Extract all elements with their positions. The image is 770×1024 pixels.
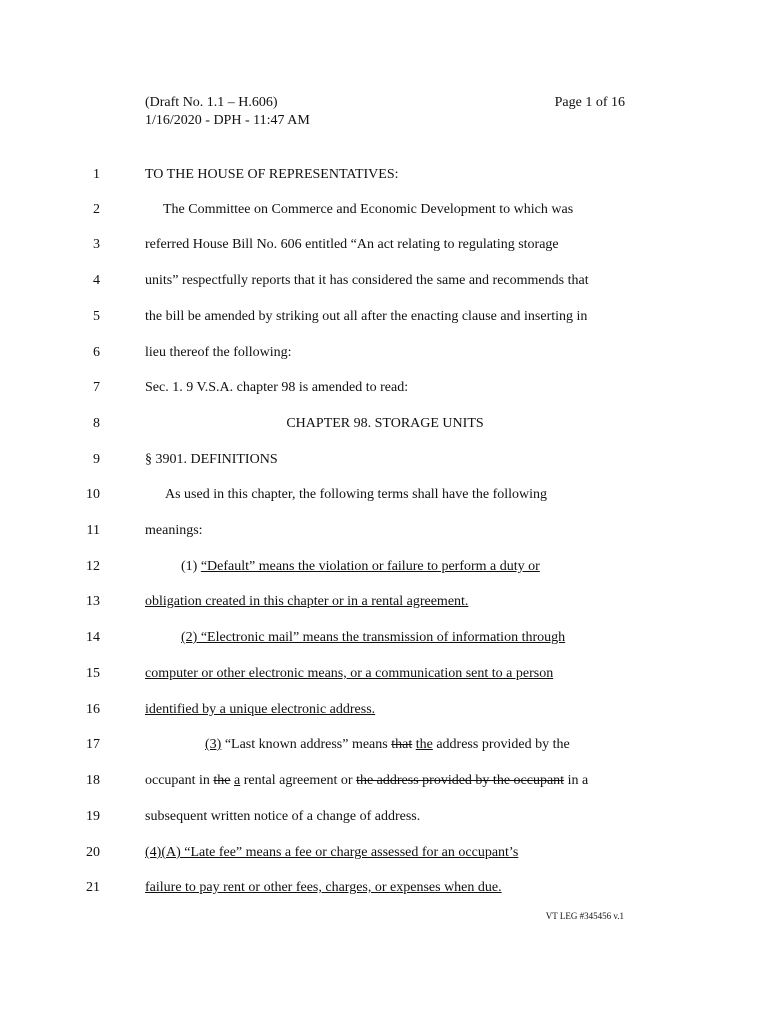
line-text	[145, 449, 278, 471]
document-line	[0, 377, 770, 399]
line-text	[145, 164, 399, 186]
inserted-text: obligation created in this chapter or in a rental agreement.	[145, 594, 469, 609]
line-text	[0, 413, 770, 435]
text-run: address provided by the	[432, 737, 570, 752]
inserted-text: (4)(A) “Late fee” means a fee or charge assessed for an occupant’s	[145, 845, 519, 860]
text-run: As used in this chapter, the following terms shall have the following	[165, 487, 548, 502]
line-text	[145, 520, 203, 542]
inserted-text: “Default” means the violation or failure to perform a duty or	[200, 559, 540, 574]
line-number: 6	[93, 345, 100, 360]
line-number: 13	[86, 594, 100, 609]
line-text	[145, 199, 573, 221]
text-run: rental agreement or	[240, 773, 357, 788]
line-text	[145, 377, 408, 399]
document-line	[0, 520, 770, 542]
inserted-text: (2) “Electronic mail” means the transmission of information through	[181, 630, 566, 645]
line-text	[145, 234, 559, 256]
text-run: (1)	[181, 559, 201, 574]
document-line	[0, 734, 770, 756]
line-number: 5	[93, 309, 100, 324]
document-line	[0, 270, 770, 292]
deleted-text: the address provided by the occupant	[356, 773, 565, 788]
inserted-text: a	[234, 773, 241, 788]
document-line	[0, 234, 770, 256]
line-text	[145, 806, 420, 828]
line-text	[145, 699, 375, 721]
line-number: 11	[86, 523, 100, 538]
draft-date: 1/16/2020 - DPH - 11:47 AM	[145, 113, 310, 128]
document-line	[0, 663, 770, 685]
line-number: 3	[93, 237, 100, 252]
line-text	[145, 770, 588, 792]
inserted-text: failure to pay rent or other fees, charges, or expenses when due.	[145, 880, 502, 895]
line-text	[145, 734, 570, 756]
line-number: 2	[93, 202, 100, 217]
text-run: units” respectfully reports that it has considered the same and recommends that	[145, 273, 589, 288]
line-number: 14	[86, 630, 100, 645]
document-line	[0, 306, 770, 328]
line-number: 19	[86, 809, 100, 824]
text-run: CHAPTER 98. STORAGE UNITS	[286, 416, 484, 431]
deleted-text: the	[213, 773, 231, 788]
line-number: 10	[86, 487, 100, 502]
line-text	[145, 270, 589, 292]
document-line	[0, 199, 770, 221]
inserted-text: the	[415, 737, 433, 752]
document-line	[0, 591, 770, 613]
footer-id: VT LEG #345456 v.1	[545, 911, 624, 921]
line-number: 21	[86, 880, 100, 895]
document-line	[0, 164, 770, 186]
inserted-text: (3)	[205, 737, 222, 752]
text-run: Sec. 1. 9 V.S.A. chapter 98 is amended to read:	[145, 380, 409, 395]
line-number: 15	[86, 666, 100, 681]
line-number: 8	[93, 416, 100, 431]
document-line	[0, 484, 770, 506]
document-line	[0, 449, 770, 471]
document-line	[0, 770, 770, 792]
draft-number: (Draft No. 1.1 – H.606)	[145, 95, 278, 110]
document-line	[0, 627, 770, 649]
document-line	[0, 806, 770, 828]
line-number: 16	[86, 702, 100, 717]
line-number: 9	[93, 452, 100, 467]
document-line	[0, 342, 770, 364]
inserted-text: identified by a unique electronic address.	[145, 702, 376, 717]
line-number: 7	[93, 380, 100, 395]
text-run: meanings:	[145, 523, 203, 538]
document-line	[0, 413, 770, 435]
line-text	[145, 663, 553, 685]
inserted-text: computer or other electronic means, or a communication sent to a person	[145, 666, 554, 681]
line-number: 1	[93, 167, 100, 182]
document-line	[0, 842, 770, 864]
line-text	[145, 556, 540, 578]
line-text	[145, 842, 518, 864]
document-line	[0, 556, 770, 578]
line-number: 18	[86, 773, 100, 788]
text-run: referred House Bill No. 606 entitled “An act relating to regulating storage	[145, 237, 559, 252]
line-text	[145, 591, 468, 613]
text-run: lieu thereof the following:	[145, 345, 292, 360]
line-text	[145, 484, 547, 506]
line-number: 12	[86, 559, 100, 574]
text-run: in a	[564, 773, 589, 788]
line-number: 17	[86, 737, 100, 752]
document-line	[0, 877, 770, 899]
text-run: subsequent written notice of a change of address.	[145, 809, 421, 824]
line-text	[145, 627, 565, 649]
text-run: “Last known address” means	[221, 737, 392, 752]
text-run: the bill be amended by striking out all after the enacting clause and inserting in	[145, 309, 588, 324]
text-run: § 3901. DEFINITIONS	[145, 452, 278, 467]
line-text	[145, 877, 502, 899]
text-run: occupant in	[145, 773, 214, 788]
line-number: 4	[93, 273, 100, 288]
text-run: The Committee on Commerce and Economic Development to which was	[163, 202, 574, 217]
line-text	[145, 306, 587, 328]
line-text	[145, 342, 292, 364]
line-number: 20	[86, 845, 100, 860]
text-run: TO THE HOUSE OF REPRESENTATIVES:	[145, 167, 399, 182]
deleted-text: that	[391, 737, 413, 752]
document-line	[0, 699, 770, 721]
page-number: Page 1 of 16	[554, 95, 625, 110]
